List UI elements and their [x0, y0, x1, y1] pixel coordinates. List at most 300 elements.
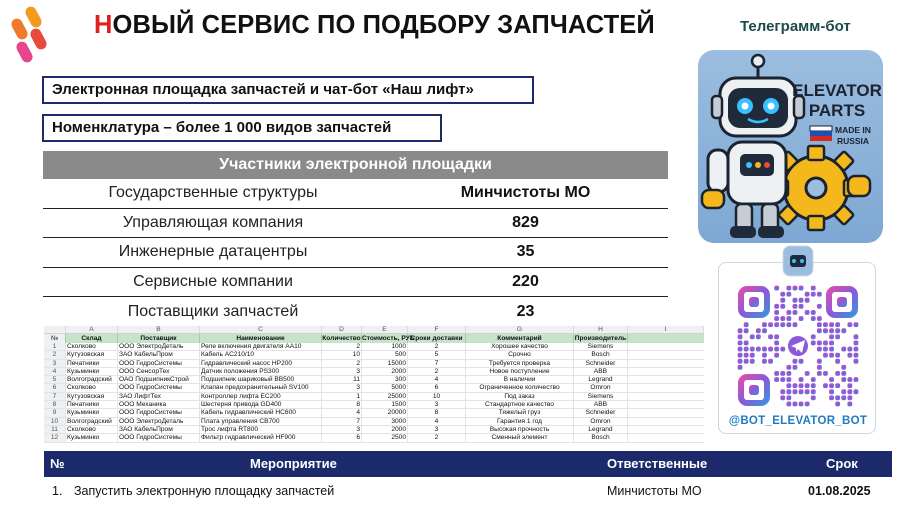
qr-module: [841, 389, 846, 394]
qr-module: [805, 310, 810, 315]
sheet-column-letter: B: [118, 326, 200, 333]
participants-row: [43, 238, 668, 268]
sheet-row: [44, 368, 704, 376]
sheet-cell: ЗАО КабельПром: [118, 351, 200, 358]
qr-module: [817, 347, 822, 352]
qr-module: [829, 389, 834, 394]
sheet-cell: 3: [44, 360, 66, 367]
sheet-cell: Волгоградский: [66, 418, 118, 425]
action-num: 1.: [52, 484, 63, 498]
qr-module: [817, 328, 822, 333]
sheet-cell: Печатники: [66, 401, 118, 408]
qr-module: [811, 383, 816, 388]
qr-module: [854, 341, 859, 346]
sheet-cell: Siemens: [574, 343, 628, 350]
qr-module: [811, 341, 816, 346]
action-deadline: 01.08.2025: [808, 484, 871, 498]
qr-module: [854, 347, 859, 352]
sheet-cell: 15000: [362, 360, 408, 367]
qr-module: [793, 402, 798, 407]
robot-card-made1: MADE IN: [835, 125, 871, 135]
robot-card-made2: RUSSIA: [836, 136, 870, 146]
qr-module: [793, 359, 798, 364]
sheet-cell: 3000: [362, 418, 408, 425]
actions-header-event: Мероприятие: [250, 456, 337, 471]
sheet-cell: 8: [322, 401, 362, 408]
qr-module: [774, 286, 779, 291]
qr-module: [854, 359, 859, 364]
sheet-column-letter: H: [574, 326, 628, 333]
qr-module: [829, 383, 834, 388]
qr-module: [744, 359, 749, 364]
sheet-cell: 10: [322, 351, 362, 358]
qr-module: [841, 347, 846, 352]
qr-module: [762, 328, 767, 333]
sheet-cell: 20000: [362, 409, 408, 416]
sheet-cell: 500: [362, 351, 408, 358]
qr-module: [829, 395, 834, 400]
sheet-cell: Подшипник шариковый BB500: [200, 376, 322, 383]
sheet-column-letter: G: [466, 326, 574, 333]
qr-module: [750, 353, 755, 358]
sheet-cell: Реле включения двигателя АА10: [200, 343, 322, 350]
qr-module: [786, 322, 791, 327]
qr-module: [750, 359, 755, 364]
qr-module: [780, 316, 785, 321]
qr-module: [786, 371, 791, 376]
sheet-header-cell: Склад: [66, 334, 118, 343]
participant-label: Поставщики запчастей: [127, 302, 299, 320]
qr-module: [774, 304, 779, 309]
qr-module: [805, 389, 810, 394]
sheet-cell: 3: [322, 384, 362, 391]
sheet-cell: Датчик положения PS300: [200, 368, 322, 375]
qr-module: [799, 389, 804, 394]
sheet-cell: 4: [44, 368, 66, 375]
qr-module: [780, 377, 785, 382]
sheet-cell: Срочно: [466, 351, 574, 358]
sheet-cell: ООО ЭлектроДеталь: [118, 343, 200, 350]
sheet-row: [44, 426, 704, 434]
sheet-cell: 3: [408, 426, 466, 433]
sheet-cell: Гидравлический насос HP200: [200, 360, 322, 367]
qr-module: [799, 383, 804, 388]
qr-module: [786, 383, 791, 388]
sheet-cell: Фильтр гидравлический HF900: [200, 434, 322, 441]
sheet-column-letter: E: [362, 326, 408, 333]
qr-module: [780, 371, 785, 376]
sheet-cell: 2: [408, 368, 466, 375]
qr-module: [780, 395, 785, 400]
qr-module: [817, 365, 822, 370]
sheet-row: [44, 434, 704, 442]
qr-module: [847, 353, 852, 358]
sheet-header-cell: Наименование: [200, 334, 322, 343]
qr-module: [768, 334, 773, 339]
sheet-cell: ООО ЭлектроДеталь: [118, 418, 200, 425]
participant-value: 23: [516, 302, 535, 320]
participants-row: [43, 297, 668, 327]
sheet-cell: 5: [44, 376, 66, 383]
sheet-cell: 2: [322, 343, 362, 350]
qr-module: [799, 298, 804, 303]
sheet-cell: Волгоградский: [66, 376, 118, 383]
qr-module: [738, 347, 743, 352]
sheet-cell: Трос лифта RT800: [200, 426, 322, 433]
sheet-row: [44, 384, 704, 392]
qr-module: [738, 334, 743, 339]
qr-module: [744, 353, 749, 358]
sheet-cell: ООО ГидроСистемы: [118, 384, 200, 391]
action-event: Запустить электронную площадку запчастей: [74, 484, 335, 498]
qr-module: [835, 328, 840, 333]
qr-module: [799, 286, 804, 291]
qr-module: [854, 322, 859, 327]
qr-module: [799, 402, 804, 407]
qr-module: [774, 371, 779, 376]
participant-label: Сервисные компании: [133, 272, 293, 290]
telegram-qr-card[interactable]: [718, 262, 876, 434]
sheet-cell: Требуется проверка: [466, 360, 574, 367]
participants-row: [43, 209, 668, 239]
qr-module: [756, 347, 761, 352]
qr-module: [768, 347, 773, 352]
qr-module: [774, 341, 779, 346]
qr-module: [805, 298, 810, 303]
sheet-cell: 6: [408, 384, 466, 391]
sheet-cell: 2: [408, 434, 466, 441]
sheet-header-cell: Комментарий: [466, 334, 574, 343]
sheet-cell: ЗАО КабельПром: [118, 426, 200, 433]
sheet-cell: ООО ГидроСистемы: [118, 360, 200, 367]
participant-label: Инженерные датацентры: [118, 243, 308, 261]
qr-module: [793, 389, 798, 394]
qr-module: [847, 395, 852, 400]
sheet-cell: Schneider: [574, 360, 628, 367]
qr-module: [841, 365, 846, 370]
sheet-cell: 4: [408, 418, 466, 425]
sheet-cell: 10: [408, 393, 466, 400]
qr-module: [817, 292, 822, 297]
qr-module: [793, 298, 798, 303]
qr-module: [823, 341, 828, 346]
sheet-cell: 300: [362, 376, 408, 383]
sheet-row: [44, 351, 704, 359]
page-title: НОВЫЙ СЕРВИС ПО ПОДБОРУ ЗАПЧАСТЕЙ: [94, 11, 655, 39]
sheet-cell: 4: [408, 376, 466, 383]
qr-module: [835, 334, 840, 339]
qr-module: [762, 353, 767, 358]
qr-module: [780, 389, 785, 394]
sheet-cell: 3: [322, 426, 362, 433]
participants-table: [43, 151, 668, 327]
qr-module: [738, 359, 743, 364]
sheet-column-letter: C: [200, 326, 322, 333]
sheet-cell: 8: [44, 401, 66, 408]
sheet-header-cell: №: [44, 334, 66, 343]
telegram-bot-title: Телеграмм-бот: [740, 18, 851, 35]
qr-module: [774, 347, 779, 352]
sheet-column-letters: [44, 326, 704, 334]
qr-module: [780, 322, 785, 327]
sheet-cell: Хорошее качество: [466, 343, 574, 350]
qr-module: [786, 365, 791, 370]
qr-module: [829, 328, 834, 333]
sheet-cell: Кутузовская: [66, 393, 118, 400]
qr-module: [799, 304, 804, 309]
sheet-header-cell: Количество: [322, 335, 361, 342]
sheet-cell: Кузьминки: [66, 434, 118, 441]
qr-module: [774, 310, 779, 315]
sheet-cell: Сменный элемент: [466, 434, 574, 441]
qr-module: [744, 328, 749, 333]
qr-module: [835, 395, 840, 400]
telegram-icon: [785, 333, 811, 359]
sheet-cell: 11: [44, 426, 66, 433]
qr-module: [835, 371, 840, 376]
actions-header-responsible: Ответственные: [607, 456, 708, 471]
qr-module: [786, 395, 791, 400]
sheet-cell: ООО Механика: [118, 401, 200, 408]
sheet-row: [44, 393, 704, 401]
qr-module: [805, 292, 810, 297]
participants-row: [43, 179, 668, 209]
sheet-cell: ООО СенсорТех: [118, 368, 200, 375]
sheet-cell: Контроллер лифта EC200: [200, 393, 322, 400]
participants-heading: Участники электронной площадки: [43, 151, 668, 179]
qr-module: [847, 322, 852, 327]
sheet-cell: 6: [322, 434, 362, 441]
qr-module: [786, 389, 791, 394]
qr-module: [811, 310, 816, 315]
qr-module: [762, 347, 767, 352]
qr-module: [811, 377, 816, 382]
robot-card-line1: ELEVATOR: [792, 81, 882, 100]
qr-module: [793, 286, 798, 291]
sheet-cell: Стандартное качество: [466, 401, 574, 408]
qr-module: [774, 353, 779, 358]
qr-module: [811, 316, 816, 321]
sheet-cell: Siemens: [574, 393, 628, 400]
qr-module: [799, 359, 804, 364]
sheet-cell: 1: [44, 343, 66, 350]
qr-module: [823, 383, 828, 388]
qr-module: [799, 377, 804, 382]
qr-module: [829, 334, 834, 339]
qr-module: [780, 298, 785, 303]
sheet-cell: Печатники: [66, 360, 118, 367]
participant-value: Минчистоты МО: [460, 184, 591, 202]
sheet-header-row: [44, 334, 704, 343]
sheet-cell: 6: [44, 384, 66, 391]
telegram-bot-handle[interactable]: @BOT_ELEVATOR_BOT: [728, 415, 868, 427]
sheet-cell: В наличии: [466, 376, 574, 383]
participant-value: 829: [512, 213, 539, 231]
sheet-cell: Сколково: [66, 343, 118, 350]
actions-row: [44, 478, 892, 504]
sheet-column-letter: A: [66, 326, 118, 333]
sheet-cell: Шестерня привода GD400: [200, 401, 322, 408]
qr-module: [841, 395, 846, 400]
qr-module: [823, 371, 828, 376]
qr-module: [854, 389, 859, 394]
sheet-cell: Legrand: [574, 376, 628, 383]
sheet-cell: 2500: [362, 434, 408, 441]
sheet-cell: 4: [322, 409, 362, 416]
sheet-cell: Новое поступление: [466, 368, 574, 375]
sheet-cell: 12: [44, 434, 66, 441]
sheet-cell: ABB: [574, 401, 628, 408]
sheet-header-cell: Сроки доставки: [408, 334, 466, 343]
participant-label: Управляющая компания: [122, 213, 304, 231]
qr-module: [829, 341, 834, 346]
qr-module: [738, 365, 743, 370]
sheet-header-cell: Производитель: [574, 335, 627, 342]
participant-value: 35: [516, 243, 535, 261]
qr-module: [835, 322, 840, 327]
qr-module: [823, 347, 828, 352]
qr-module: [793, 365, 798, 370]
qr-module: [756, 328, 761, 333]
qr-module: [805, 402, 810, 407]
qr-module: [829, 353, 834, 358]
qr-module: [854, 377, 859, 382]
sheet-cell: 8: [408, 409, 466, 416]
qr-module: [744, 322, 749, 327]
qr-module: [817, 322, 822, 327]
sheet-cell: Omron: [574, 418, 628, 425]
qr-module: [744, 341, 749, 346]
sheet-cell: 7: [322, 418, 362, 425]
qr-module: [817, 371, 822, 376]
qr-module: [823, 328, 828, 333]
sheet-cell: ABB: [574, 368, 628, 375]
qr-module: [829, 377, 834, 382]
sheet-cell: 1: [322, 393, 362, 400]
qr-module: [799, 316, 804, 321]
sheet-cell: Гарантия 1 год: [466, 418, 574, 425]
qr-module: [793, 304, 798, 309]
sheet-cell: Сколково: [66, 426, 118, 433]
sheet-cell: Под заказ: [466, 393, 574, 400]
qr-module: [786, 402, 791, 407]
sheet-cell: Плата управления CB700: [200, 418, 322, 425]
sheet-cell: Кабель AC210/10: [200, 351, 322, 358]
sheet-row: [44, 409, 704, 417]
sheet-cell: ЗАО ЛифтТех: [118, 393, 200, 400]
qr-module: [750, 347, 755, 352]
actions-table-header: [44, 451, 892, 477]
qr-module: [854, 334, 859, 339]
sheet-row: [44, 418, 704, 426]
qr-module: [835, 359, 840, 364]
sheet-column-letter: I: [628, 326, 704, 333]
qr-module: [811, 389, 816, 394]
sheet-cell: Legrand: [574, 426, 628, 433]
qr-module: [823, 322, 828, 327]
nomenclature-box: Номенклатура – более 1 000 видов запчастей: [42, 114, 442, 142]
sheet-cell: 7: [408, 360, 466, 367]
company-logo: [14, 6, 50, 66]
qr-module: [829, 347, 834, 352]
qr-module: [817, 316, 822, 321]
qr-module: [762, 359, 767, 364]
sheet-cell: 2: [408, 343, 466, 350]
sheet-cell: 9: [44, 409, 66, 416]
qr-module: [786, 310, 791, 315]
sheet-cell: 2: [322, 360, 362, 367]
qr-module: [793, 310, 798, 315]
sheet-cell: Schneider: [574, 409, 628, 416]
qr-module: [811, 286, 816, 291]
qr-module: [811, 395, 816, 400]
qr-module: [762, 322, 767, 327]
qr-module: [738, 341, 743, 346]
sheet-row: [44, 360, 704, 368]
qr-code[interactable]: [719, 263, 877, 413]
bot-avatar-icon: [783, 246, 813, 276]
qr-module: [847, 377, 852, 382]
action-responsible: Минчистоты МО: [607, 484, 702, 498]
sheet-row: [44, 401, 704, 409]
sheet-cell: 1500: [362, 401, 408, 408]
qr-module: [786, 377, 791, 382]
qr-module: [847, 389, 852, 394]
sheet-cell: ОАО ПодшипникСтрой: [118, 376, 200, 383]
qr-module: [817, 359, 822, 364]
qr-module: [756, 334, 761, 339]
qr-module: [786, 316, 791, 321]
qr-module: [768, 359, 773, 364]
sheet-header-cell: Стоимость, РУБ: [362, 335, 415, 342]
robot-illustration: [698, 50, 883, 243]
qr-module: [817, 341, 822, 346]
sheet-cell: 3: [408, 401, 466, 408]
sheet-cell: ООО ГидроСистемы: [118, 409, 200, 416]
sheet-column-letter: D: [322, 326, 362, 333]
platform-box: Электронная площадка запчастей и чат-бот «Наш лифт»: [42, 76, 534, 104]
qr-module: [793, 383, 798, 388]
sheet-cell: 25000: [362, 393, 408, 400]
qr-module: [847, 383, 852, 388]
sheet-cell: Bosch: [574, 351, 628, 358]
sheet-cell: Клапан предохранительный SV100: [200, 384, 322, 391]
sheet-cell: Bosch: [574, 434, 628, 441]
qr-module: [811, 334, 816, 339]
sheet-cell: 2000: [362, 426, 408, 433]
qr-module: [854, 353, 859, 358]
parts-spreadsheet: [44, 326, 704, 444]
sheet-cell: 1000: [362, 343, 408, 350]
sheet-cell: Omron: [574, 384, 628, 391]
elevator-parts-robot-card: [698, 50, 883, 243]
qr-module: [786, 292, 791, 297]
participant-value: 220: [512, 272, 539, 290]
sheet-cell: 3: [322, 368, 362, 375]
sheet-header-cell: Поставщик: [118, 334, 200, 343]
qr-module: [774, 377, 779, 382]
actions-header-num: №: [50, 456, 65, 471]
sheet-cell: 2000: [362, 368, 408, 375]
qr-module: [835, 402, 840, 407]
robot-card-line2: PARTS: [808, 101, 866, 120]
qr-module: [823, 353, 828, 358]
qr-module: [738, 328, 743, 333]
russia-flag-icon: [810, 126, 832, 141]
qr-module: [780, 304, 785, 309]
sheet-cell: 2: [44, 351, 66, 358]
qr-module: [750, 334, 755, 339]
